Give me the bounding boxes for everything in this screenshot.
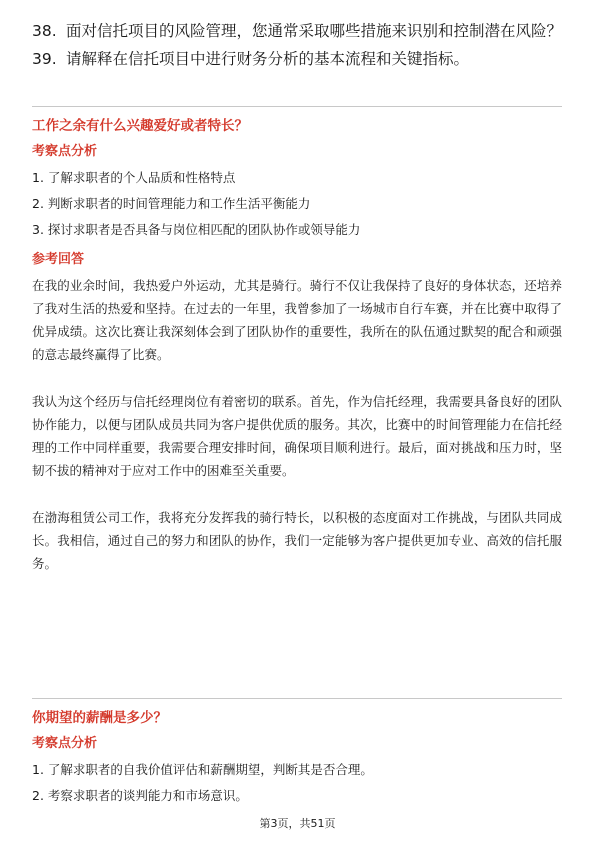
analysis-point: 2. 判断求职者的时间管理能力和工作生活平衡能力 — [32, 196, 311, 211]
answer-paragraph: 在我的业余时间，我热爱户外运动，尤其是骑行。骑行不仅让我保持了良好的身体状态，还培养了我对生活的热爱和坚持。在过去的一年里，我曾参加了一场城市自行车赛，并在比赛中取得了优异成绩。这次比赛让我深刻体会到了团队协作的重要性，我所在的队伍通过默契的配合和顽强的意志最终赢得了比赛。 — [32, 278, 562, 362]
analysis-point: 1. 了解求职者的个人品质和性格特点 — [32, 170, 236, 185]
answer-heading: 参考回答 — [32, 252, 85, 267]
question-item — [32, 48, 562, 70]
section-divider — [32, 106, 562, 107]
section-divider — [32, 698, 562, 699]
question-number: 38. — [32, 22, 57, 40]
analysis-point: 3. 探讨求职者是否具备与岗位相匹配的团队协作或领导能力 — [32, 222, 361, 237]
question-text: 请解释在信托项目中进行财务分析的基本流程和关键指标。 — [66, 50, 470, 68]
section-title: 你期望的薪酬是多少？ — [32, 710, 167, 726]
answer-paragraph: 在渤海租赁公司工作，我将充分发挥我的骑行特长，以积极的态度面对工作挑战，与团队共同成长。我相信，通过自己的努力和团队的协作，我们一定能够为客户提供更加专业、高效的信托服务。 — [32, 510, 562, 571]
analysis-heading: 考察点分析 — [32, 736, 98, 751]
question-number: 39. — [32, 50, 57, 68]
answer-paragraph: 我认为这个经历与信托经理岗位有着密切的联系。首先，作为信托经理，我需要具备良好的团队协作能力，以便与团队成员共同为客户提供优质的服务。其次，比赛中的时间管理能力在信托经理的工作中同样重要，我需要合理安排时间，确保项目顺利进行。最后，面对挑战和压力时，坚韧不拔的精神对于应对工作中的困难至关重要。 — [32, 394, 562, 478]
question-list — [32, 20, 562, 76]
page-footer: 第3页，共51页 — [259, 817, 336, 830]
section-title: 工作之余有什么兴趣爱好或者特长？ — [32, 118, 248, 134]
section-salary — [32, 708, 562, 806]
analysis-heading: 考察点分析 — [32, 144, 98, 159]
analysis-point: 2. 考察求职者的谈判能力和市场意识。 — [32, 788, 248, 803]
analysis-point: 1. 了解求职者的自我价值评估和薪酬期望，判断其是否合理。 — [32, 762, 373, 777]
question-item — [32, 20, 562, 42]
question-text: 面对信托项目的风险管理，您通常采取哪些措施来识别和控制潜在风险？ — [66, 22, 563, 40]
section-hobbies — [32, 116, 562, 575]
